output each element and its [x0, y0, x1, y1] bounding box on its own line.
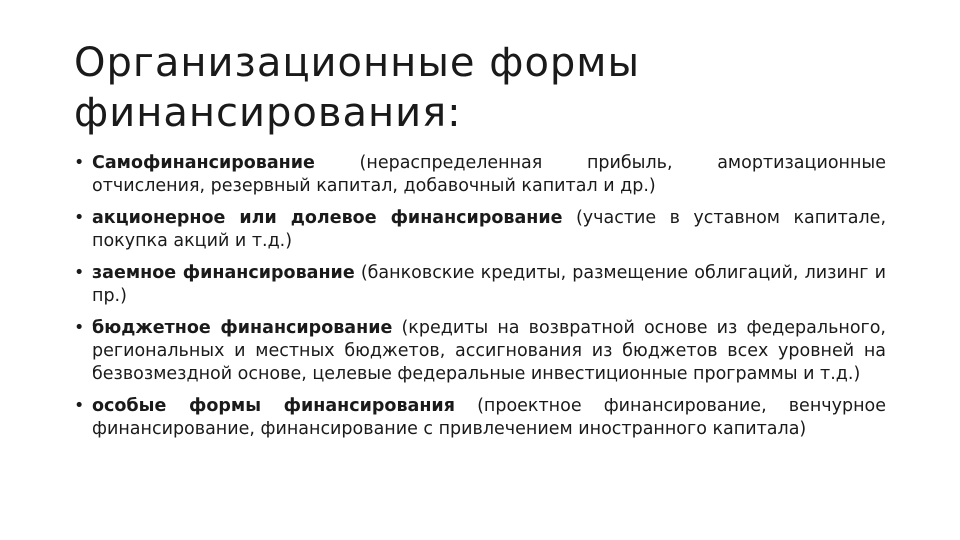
bullet-text: (банковские кредиты, размещение облигаций, лизинг и пр.) — [92, 263, 886, 306]
bullet-item-special-financing — [74, 395, 886, 441]
bullet-icon: • — [74, 318, 85, 338]
bullet-item-budget-financing — [74, 317, 886, 386]
bullet-term: Самофинансирование — [92, 153, 315, 173]
bullet-icon: • — [74, 153, 85, 173]
bullet-term: заемное финансирование — [92, 263, 355, 283]
bullet-text: (проектное финансирование, венчурное финансирование, финансирование с привлечением иностранного капитала) — [92, 396, 886, 439]
bullet-icon: • — [74, 263, 85, 283]
bullet-term: бюджетное финансирование — [92, 318, 393, 338]
bullet-item-self-financing — [74, 152, 886, 198]
bullet-item-debt-financing — [74, 262, 886, 308]
bullet-text: (нераспределенная прибыль, амортизационные отчисления, резервный капитал, добавочный капитал и др.) — [92, 153, 886, 196]
slide-title: Организационные формы финансирования: — [74, 40, 641, 136]
bullet-list — [74, 152, 886, 450]
bullet-text: (кредиты на возвратной основе из федерального, региональных и местных бюджетов, ассигнования из бюджетов всех уровней на безвозмездной основе, целевые федеральные инвестиционные программы и т.д.) — [92, 318, 886, 384]
bullet-term: акционерное или долевое финансирование — [92, 208, 563, 228]
bullet-icon: • — [74, 208, 85, 228]
bullet-term: особые формы финансирования — [92, 396, 455, 416]
bullet-text: (участие в уставном капитале, покупка акций и т.д.) — [92, 208, 887, 251]
bullet-item-equity-financing — [74, 207, 886, 253]
bullet-icon: • — [74, 396, 85, 416]
